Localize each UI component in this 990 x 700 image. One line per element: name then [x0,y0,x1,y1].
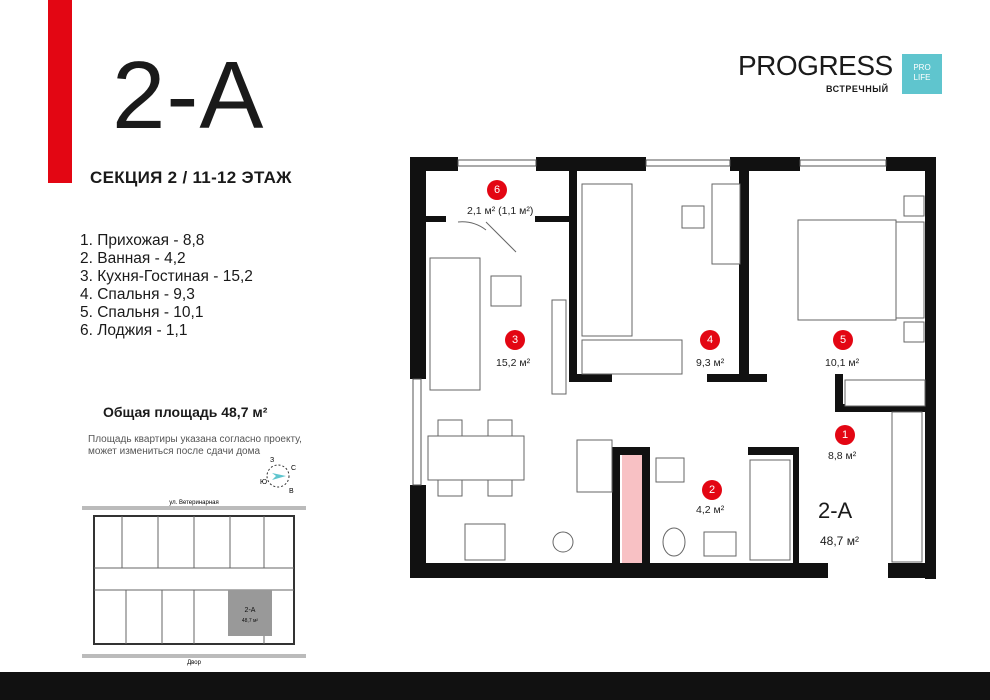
compass-north: С [291,465,297,472]
compass-west: З [270,457,275,464]
room-number: 5 [833,330,853,350]
badge-line2: LIFE [913,73,931,82]
footer-bar [0,672,990,700]
room-number: 2 [702,480,722,500]
section-floor: СЕКЦИЯ 2 / 11-12 ЭТАЖ [90,168,292,187]
room-number: 1 [835,425,855,445]
room-area: 2,1 м² (1,1 м²) [467,205,534,217]
total-area: Общая площадь 48,7 м² [103,404,268,420]
brand-name: PROGRESS [738,50,893,81]
room-number: 4 [700,330,720,350]
badge-line1: PRO [913,63,931,72]
brand-sub: ВСТРЕЧНЫЙ [826,84,889,94]
room-area: 4,2 м² [696,504,725,516]
minimap-unit: 2-А [244,607,256,614]
plan-unit-area: 48,7 м² [820,534,859,548]
room-list-item: 2. Ванная - 4,2 [80,250,186,267]
room-list-item: 1. Прихожая - 8,8 [80,232,205,249]
room-number: 6 [487,180,507,200]
room-area: 8,8 м² [828,450,857,462]
minimap-area: 48,7 м² [241,618,259,624]
plan-unit-label: 2-А [818,498,853,523]
area-note: Площадь квартиры указана согласно проекту, может измениться после сдачи дома [88,434,302,457]
street-top: ул. Ветеринарная [169,500,219,506]
room-list-item: 6. Лоджия - 1,1 [80,322,188,339]
compass-south: Ю [260,479,268,486]
room-area: 9,3 м² [696,357,725,369]
floor-minimap [82,498,306,666]
room-number: 3 [505,330,525,350]
room-list-item: 5. Спальня - 10,1 [80,304,204,321]
unit-title: 2-A [112,42,265,149]
room-area: 10,1 м² [825,357,860,369]
room-list-item: 3. Кухня-Гостиная - 15,2 [80,268,253,285]
compass-east: В [289,488,294,495]
room-area: 15,2 м² [496,357,531,369]
street-bottom: Двор [187,660,201,666]
room-list-item: 4. Спальня - 9,3 [80,286,195,303]
